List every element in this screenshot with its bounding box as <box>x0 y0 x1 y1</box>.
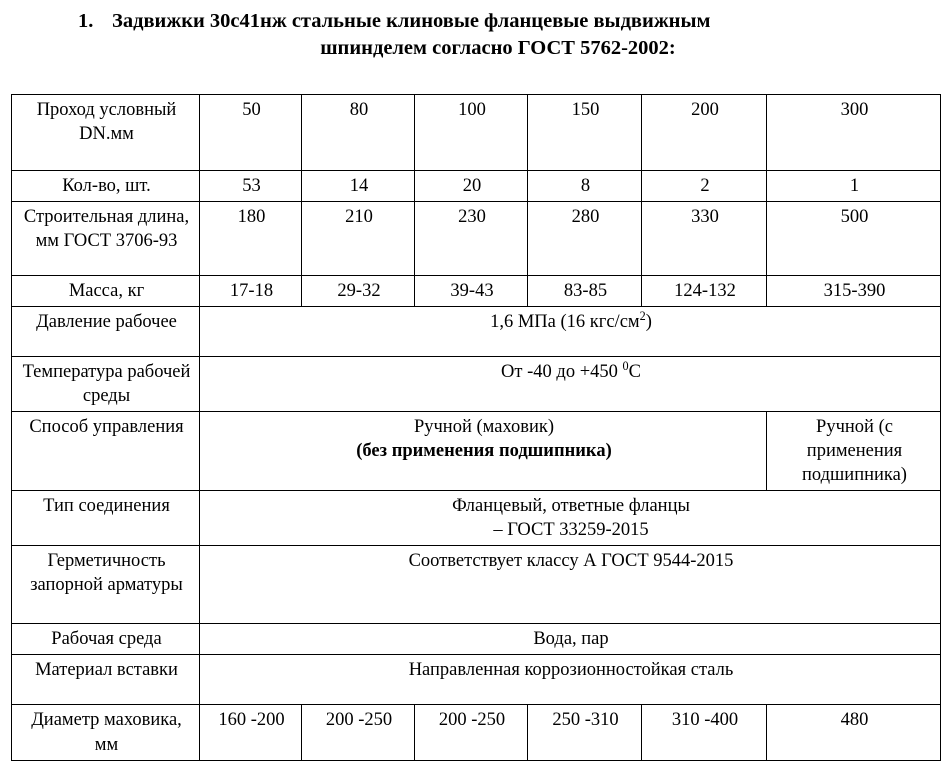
row-label: Температура рабочей среды <box>12 357 200 412</box>
table-row <box>12 655 941 705</box>
page-title-text2: шпинделем согласно ГОСТ 5762-2002: <box>320 36 676 59</box>
connection-line2: – ГОСТ 33259-2015 <box>493 520 649 541</box>
control-method-line1: Ручной (маховик) <box>413 417 555 438</box>
temperature-value-post: С <box>628 362 641 383</box>
row-value: 210 <box>302 202 415 276</box>
table-row <box>12 95 941 171</box>
row-value: 80 <box>302 95 415 171</box>
row-label: Строительная длина, мм ГОСТ 3706-93 <box>12 202 200 276</box>
row-value: 39-43 <box>415 276 528 307</box>
row-value: 124-132 <box>642 276 767 307</box>
table-row <box>12 624 941 655</box>
row-value-merged <box>200 491 941 546</box>
table-row <box>12 412 941 491</box>
row-value: 14 <box>302 171 415 202</box>
pressure-value-pre: 1,6 МПа (16 кгс/см <box>490 312 640 333</box>
row-value: 17-18 <box>200 276 302 307</box>
specification-table-container <box>11 94 940 761</box>
row-value: 230 <box>415 202 528 276</box>
row-value: 500 <box>767 202 941 276</box>
row-value: 29-32 <box>302 276 415 307</box>
row-label: Давление рабочее <box>12 307 200 357</box>
row-value-merged: Соответствует классу А ГОСТ 9544-2015 <box>200 546 941 624</box>
row-value-merged: Направленная коррозионностойкая сталь <box>200 655 941 705</box>
row-value: 250 -310 <box>528 705 642 760</box>
row-label: Способ управления <box>12 412 200 491</box>
table-row <box>12 202 941 276</box>
page-title <box>0 0 950 61</box>
row-value: 160 -200 <box>200 705 302 760</box>
row-label: Диаметр маховика, мм <box>12 705 200 760</box>
row-label: Материал вставки <box>12 655 200 705</box>
control-method-line2: (без применения подшипника) <box>356 441 612 462</box>
row-label: Герметичность запорной арматуры <box>12 546 200 624</box>
row-value: 8 <box>528 171 642 202</box>
pressure-value-post: ) <box>645 312 652 333</box>
page-title-number: 1. <box>78 10 94 32</box>
temperature-value-pre: От -40 до +450 <box>501 362 623 383</box>
row-value: 200 -250 <box>302 705 415 760</box>
row-value: 310 -400 <box>642 705 767 760</box>
row-value-merged <box>200 412 767 491</box>
row-value: 50 <box>200 95 302 171</box>
connection-line1: Фланцевый, ответные фланцы <box>452 496 690 517</box>
row-value: 300 <box>767 95 941 171</box>
row-value: 100 <box>415 95 528 171</box>
row-value: 1 <box>767 171 941 202</box>
control-method-last-value: Ручной (с применения подшипника) <box>767 412 941 491</box>
row-label: Масса, кг <box>12 276 200 307</box>
row-label: Рабочая среда <box>12 624 200 655</box>
row-value: 180 <box>200 202 302 276</box>
row-value: 200 <box>642 95 767 171</box>
row-value: 200 -250 <box>415 705 528 760</box>
pressure-superscript: 2 <box>639 308 646 323</box>
specification-table <box>11 94 941 761</box>
page-title-text1: Задвижки 30с41нж стальные клиновые фланцевые выдвижным <box>112 10 711 32</box>
row-value: 2 <box>642 171 767 202</box>
row-value: 150 <box>528 95 642 171</box>
table-row <box>12 546 941 624</box>
degree-superscript: 0 <box>622 358 629 373</box>
table-row <box>12 276 941 307</box>
row-value: 330 <box>642 202 767 276</box>
table-row <box>12 357 941 412</box>
row-value-merged: Вода, пар <box>200 624 941 655</box>
row-value: 20 <box>415 171 528 202</box>
row-value: 315-390 <box>767 276 941 307</box>
table-row <box>12 171 941 202</box>
row-value: 280 <box>528 202 642 276</box>
row-label: Тип соединения <box>12 491 200 546</box>
row-value: 53 <box>200 171 302 202</box>
row-value: 480 <box>767 705 941 760</box>
row-value-merged <box>200 357 941 412</box>
row-label: Кол-во, шт. <box>12 171 200 202</box>
table-row <box>12 491 941 546</box>
row-label: Проход условный DN.мм <box>12 95 200 171</box>
page-title-line1 <box>78 8 884 35</box>
row-value-merged <box>200 307 941 357</box>
table-row <box>12 307 941 357</box>
row-value: 83-85 <box>528 276 642 307</box>
table-row <box>12 705 941 760</box>
